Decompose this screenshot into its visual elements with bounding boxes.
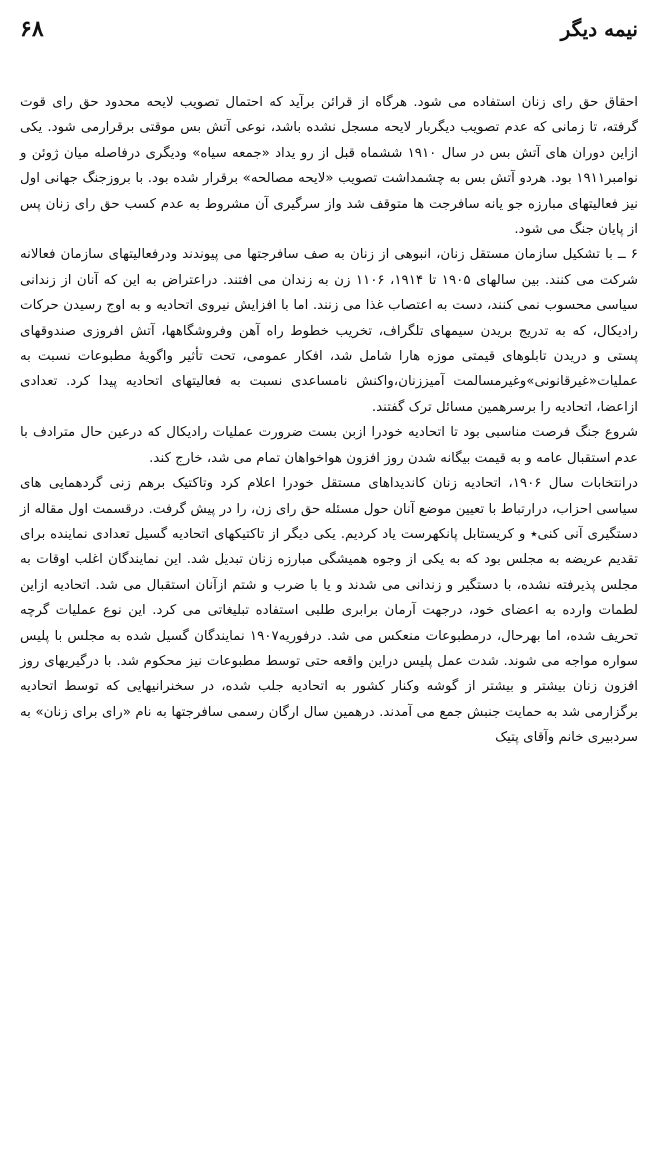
paragraph: شروع جنگ فرصت مناسبی بود تا اتحادیه خودرا ازبن بست ضرورت عملیات رادیکال که درعین حال مترادف با عدم استقبال عامه و به قیمت بیگانه شدن روز افزون هواخواهان تمام می شد، خارج کند. [20, 425, 638, 466]
paragraph: احقاق حق رای زنان استفاده می شود. هرگاه از قرائن برآید که احتمال تصویب لایحه محدود حق رای قوت گرفته، تا زمانی که عدم تصویب دیگربار لایحه مسجل نشده باشد، نوعی آتش بس موقتی برقرارمی شود. یکی ازاین دوران های آتش بس در سال ۱۹۱۰ ششماه قبل از رو یداد «جمعه سیاه» ودیگری درفاصله میان ژوئن و نوامبر۱۹۱۱ بود. هردو آتش بس به چشمداشت تصویب «لایحه مصالحه» برقرار شده بود. با بروزجنگ جهانی اول نیز فعالیتهای مبارزه جو یانه سافرجت ها متوقف شد واز سرگیری آن مشروط به عدم کسب حق رای زنان پس از پایان جنگ می شود. [20, 95, 638, 238]
paragraph: درانتخابات سال ۱۹۰۶، اتحادیه زنان کاندیداهای مستقل خودرا اعلام کرد وتاکتیک برهم زنی گردهمایی های سیاسی احزاب، درارتباط با تعیین موضع آنان حول مسئله حق رای زن، را در پیش گرفت. درقسمت اول مقاله از دستگیری آنی کنی٭ و کریستابل پانکهرست یاد کردیم. یکی دیگر از تاکتیکهای اتحادیه گسیل تعدادی نماینده برای تقدیم عریضه به مجلس بود که به یکی از وجوه همیشگی مبارزه زنان تبدیل شد. این نمایندگان اغلب اوقات به مجلس پذیرفته نشده، با دستگیر و زندانی می شدند و یا با ضرب و شتم ازآنان استقبال می شد. اتحادیه ازاین لطمات وارده به اعضای خود، درجهت آرمان برابری طلبی استفاده تبلیغاتی می کرد. این نوع عملیات گرچه تحریف شده، اما بهرحال، درمطبوعات منعکس می شد. درفوریه۱۹۰۷ نمایندگان گسیل شده به مجلس با پلیس سواره مواجه می شوند. شدت عمل پلیس دراین واقعه حتی توسط مطبوعات نیز محکوم شد. با درگیریهای روز افزون زنان بیشتر و بیشتر از گوشه وکنار کشور به اتحادیه جلب شده، در سخنرانیهایی که توسط اتحادیه برگزارمی شد به حمایت جنبش جمع می آمدند. درهمین سال ارگان رسمی سافرجتها به نام «رای برای زنان» به سردبیری خانم وآقای پتیک [20, 476, 638, 746]
body-text [20, 90, 638, 751]
paragraph: ۶ ــ با تشکیل سازمان مستقل زنان، انبوهی از زنان به صف سافرجتها می پیوندند ودرفعالیتهای سازمان فعالانه شرکت می کنند. بین سالهای ۱۹۰۵ تا ۱۹۱۴، ۱۱۰۶ زن به زندان می افتند. دراعتراض به این که آنان از زندانی سیاسی محسوب نمی کنند، دست به اعتصاب غذا می زنند. اما با افزایش نیروی اتحادیه و به اوج رسیدن حرکات رادیکال، که به تدریج بریدن سیمهای تلگراف، تخریب خطوط راه آهن وفروشگاهها، آتش افروزی صندوقهای پستی و دریدن تابلوهای قیمتی موزه هارا شامل شد، افکار عمومی، تحت تأثیر واگویهٔ مطبوعات نسبت به عملیات«غیرقانونی»وغیرمسالمت آمیززنان،واکنش نامساعدی نسبت به فعالیتهای اتحادیه پیدا کرد. تعدادی ازاعضا، اتحادیه را برسرهمین مسائل ترک گفتند. [20, 247, 638, 415]
running-title: نیمه دیگر [560, 17, 638, 41]
page-header [20, 12, 638, 46]
page-number: ۶۸ [20, 16, 44, 42]
